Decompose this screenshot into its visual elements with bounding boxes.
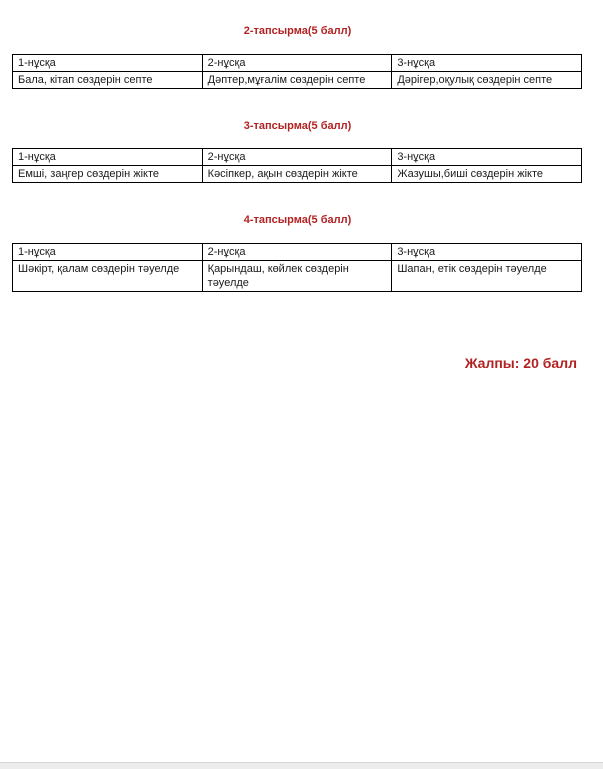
table-header-row — [13, 149, 582, 166]
variant-3-cell: Шапан, етік сөздерін тәуелде — [392, 261, 582, 292]
variant-2-header: 2-нұсқа — [202, 55, 392, 72]
table-row — [13, 261, 582, 292]
variant-3-cell: Жазушы,биші сөздерін жікте — [392, 166, 582, 183]
variant-1-header: 1-нұсқа — [13, 149, 203, 166]
task3-title: 3-тапсырма(5 балл) — [243, 120, 352, 132]
task2-table — [12, 54, 582, 89]
page-bottom-edge — [0, 762, 603, 769]
variant-1-header: 1-нұсқа — [13, 244, 203, 261]
task4-title: 4-тапсырма(5 балл) — [243, 214, 352, 226]
variant-3-header: 3-нұсқа — [392, 149, 582, 166]
total-score: Жалпы: 20 балл — [464, 355, 577, 371]
table-header-row — [13, 244, 582, 261]
variant-3-header: 3-нұсқа — [392, 244, 582, 261]
variant-3-cell: Дәрігер,оқулық сөздерін септе — [392, 72, 582, 89]
variant-3-header: 3-нұсқа — [392, 55, 582, 72]
table-row — [13, 166, 582, 183]
variant-2-header: 2-нұсқа — [202, 149, 392, 166]
variant-1-cell: Бала, кітап сөздерін септе — [13, 72, 203, 89]
table-header-row — [13, 55, 582, 72]
variant-2-header: 2-нұсқа — [202, 244, 392, 261]
task4-table — [12, 243, 582, 292]
task2-title: 2-тапсырма(5 балл) — [243, 25, 352, 37]
task3-table — [12, 148, 582, 183]
variant-1-cell: Шәкірт, қалам сөздерін тәуелде — [13, 261, 203, 292]
variant-1-header: 1-нұсқа — [13, 55, 203, 72]
variant-2-cell: Дәптер,мұғалім сөздерін септе — [202, 72, 392, 89]
variant-1-cell: Емші, заңгер сөздерін жікте — [13, 166, 203, 183]
table-row — [13, 72, 582, 89]
variant-2-cell: Қарындаш, көйлек сөздерін тәуелде — [202, 261, 392, 292]
variant-2-cell: Кәсіпкер, ақын сөздерін жікте — [202, 166, 392, 183]
